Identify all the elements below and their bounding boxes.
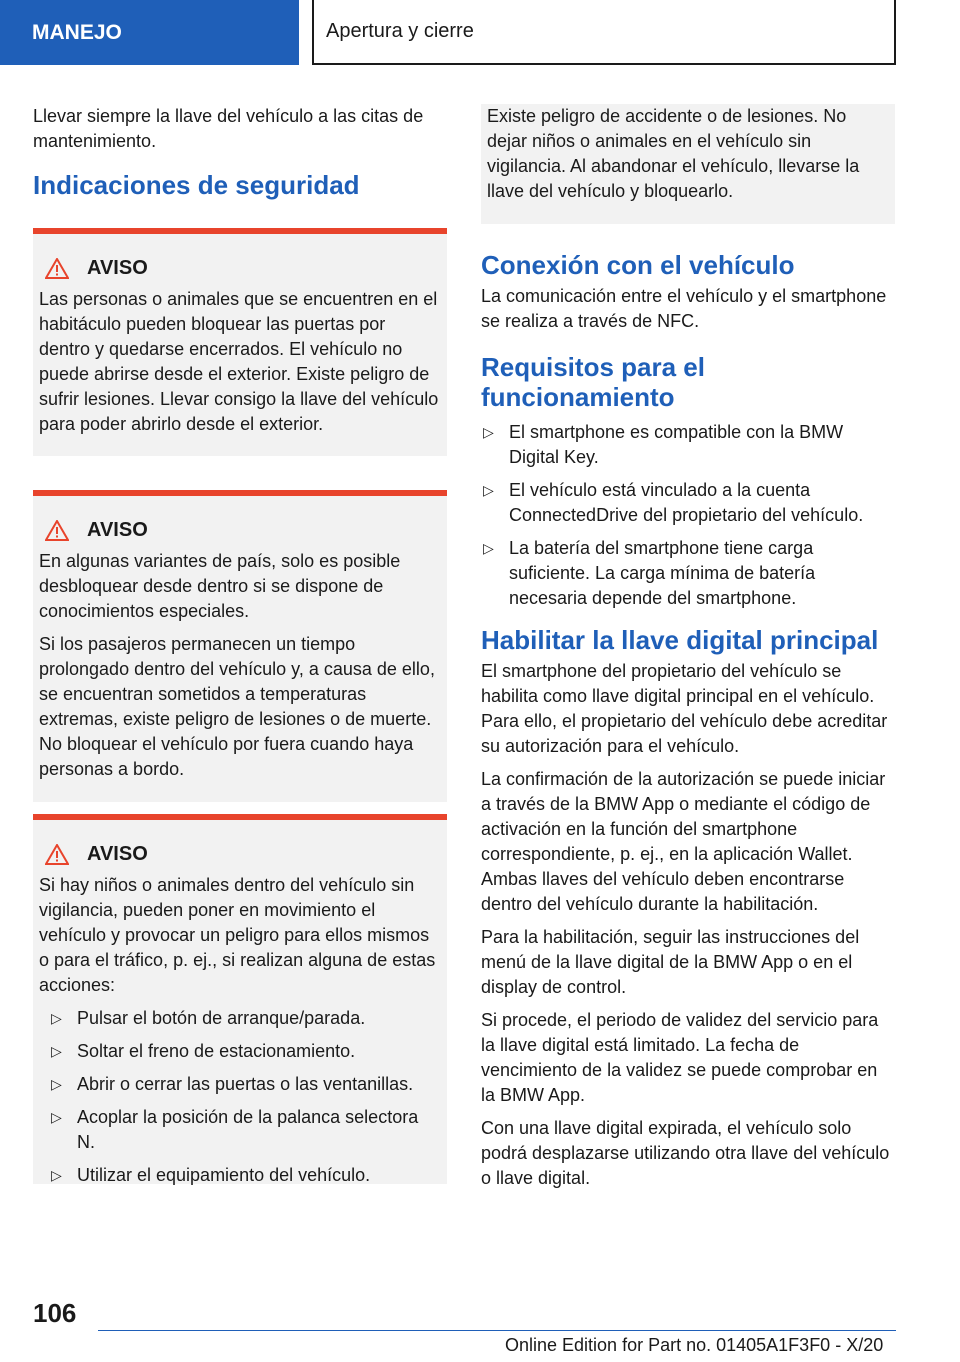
heading-seguridad: Indicaciones de seguridad <box>33 170 360 200</box>
warning-box-1 <box>33 228 447 456</box>
warning-text: Si hay niños o animales dentro del vehículo sin vigilancia, pueden poner en movimiento el vehículo y provocar un peligro para ellos mismos o para el tráfico, p. ej., si realizan alguna de estas acciones: <box>39 875 436 995</box>
bullet-triangle-icon: ▷ <box>483 482 494 498</box>
action-list <box>39 1006 439 1188</box>
warning-text: En algunas variantes de país, solo es posible desbloquear desde dentro si se dispone de conocimientos especiales. <box>39 551 401 621</box>
warning-label: AVISO <box>87 257 148 279</box>
bullet-triangle-icon: ▷ <box>483 424 494 440</box>
habilitar-text: Para la habilitación, seguir las instrucciones del menú de la llave digital de la BMW App o en el display de control. <box>481 927 860 997</box>
list-item: ▷ Abrir o cerrar las puertas o las ventanillas. <box>49 1072 439 1097</box>
heading-habilitar: Habilitar la llave digital principal <box>481 625 879 655</box>
habilitar-text: La confirmación de la autorización se puede iniciar a través de la BMW App o mediante el código de activación en la función del smartphone correspondiente, p. ej., en la aplicación Wallet. Ambas llaves del vehículo deben encontrarse dentro del vehículo durante la habilitación. <box>481 769 886 914</box>
warning-box-3 <box>33 814 447 1184</box>
footer-divider <box>98 1330 896 1331</box>
footer-edition: Online Edition for Part no. 01405A1F3F0 - X/20 <box>505 1335 884 1355</box>
list-item: ▷ La batería del smartphone tiene carga suficiente. La carga mínima de batería necesaria depende del smartphone. <box>483 538 816 608</box>
heading-conexion: Conexión con el vehículo <box>481 250 795 280</box>
list-item: ▷ El vehículo está vinculado a la cuenta ConnectedDrive del propietario del vehículo. <box>483 480 864 525</box>
bullet-triangle-icon: ▷ <box>483 540 494 556</box>
page-number: 106 <box>33 1298 77 1328</box>
heading-requisitos: Requisitos para el funcionamiento <box>481 352 705 412</box>
bullet-triangle-icon: ▷ <box>51 1043 62 1059</box>
warning-text: Si los pasajeros permanecen un tiempo prolongado dentro del vehículo y, a causa de ello, se encuentran sometidos a temperaturas extremas, existe peligro de lesiones o de muerte. No bloquear el vehículo por fuera cuando haya personas a bordo. <box>39 634 435 779</box>
bullet-triangle-icon: ▷ <box>51 1167 62 1183</box>
right-column <box>481 104 895 1199</box>
warning-triangle-icon <box>45 844 69 865</box>
warning-label: AVISO <box>87 843 148 865</box>
warning-label: AVISO <box>87 519 148 541</box>
warning-box-2 <box>33 490 447 802</box>
requisitos-list <box>481 420 895 611</box>
bullet-triangle-icon: ▷ <box>51 1076 62 1092</box>
chapter-title: Apertura y cierre <box>312 0 896 65</box>
list-item: ▷ Utilizar el equipamiento del vehículo. <box>49 1163 439 1188</box>
section-tab: MANEJO <box>0 0 299 65</box>
warning-text: Las personas o animales que se encuentren en el habitáculo pueden bloquear las puertas por dentro y quedarse encerrados. El vehículo no puede abrirse desde el exterior. Existe peligro de sufrir lesiones. Llevar consigo la llave del vehículo para poder abrirlo desde el exterior. <box>39 289 439 434</box>
list-item: ▷ Pulsar el botón de arranque/parada. <box>49 1006 439 1031</box>
list-item: ▷ El smartphone es compatible con la BMW Digital Key. <box>483 422 844 467</box>
warning-text: Existe peligro de accidente o de lesiones. No dejar niños o animales en el vehículo sin vigilancia. Al abandonar el vehículo, llevarse la llave del vehículo y bloquearlo. <box>487 106 860 201</box>
habilitar-text: El smartphone del propietario del vehículo se habilita como llave digital principal en el vehículo. Para ello, el propietario del vehículo debe acreditar su autorización para el vehículo. <box>481 661 888 756</box>
warning-triangle-icon <box>45 520 69 541</box>
habilitar-text: Si procede, el periodo de validez del servicio para la llave digital está limitado. La fecha de vencimiento de la validez se puede comprobar en la BMW App. <box>481 1010 879 1105</box>
habilitar-text: Con una llave digital expirada, el vehículo solo podrá desplazarse utilizando otra llave del vehículo o llave digital. <box>481 1118 890 1188</box>
conexion-text: La comunicación entre el vehículo y el smartphone se realiza a través de NFC. <box>481 286 887 331</box>
bullet-triangle-icon: ▷ <box>51 1010 62 1026</box>
list-item: ▷ Acoplar la posición de la palanca selectora N. <box>51 1107 419 1152</box>
list-item: ▷ Soltar el freno de estacionamiento. <box>49 1039 439 1064</box>
warning-continuation <box>481 104 895 224</box>
left-column <box>33 104 447 1184</box>
warning-triangle-icon <box>45 258 69 279</box>
intro-text: Llevar siempre la llave del vehículo a las citas de mantenimiento. <box>33 106 424 151</box>
bullet-triangle-icon: ▷ <box>51 1109 62 1125</box>
